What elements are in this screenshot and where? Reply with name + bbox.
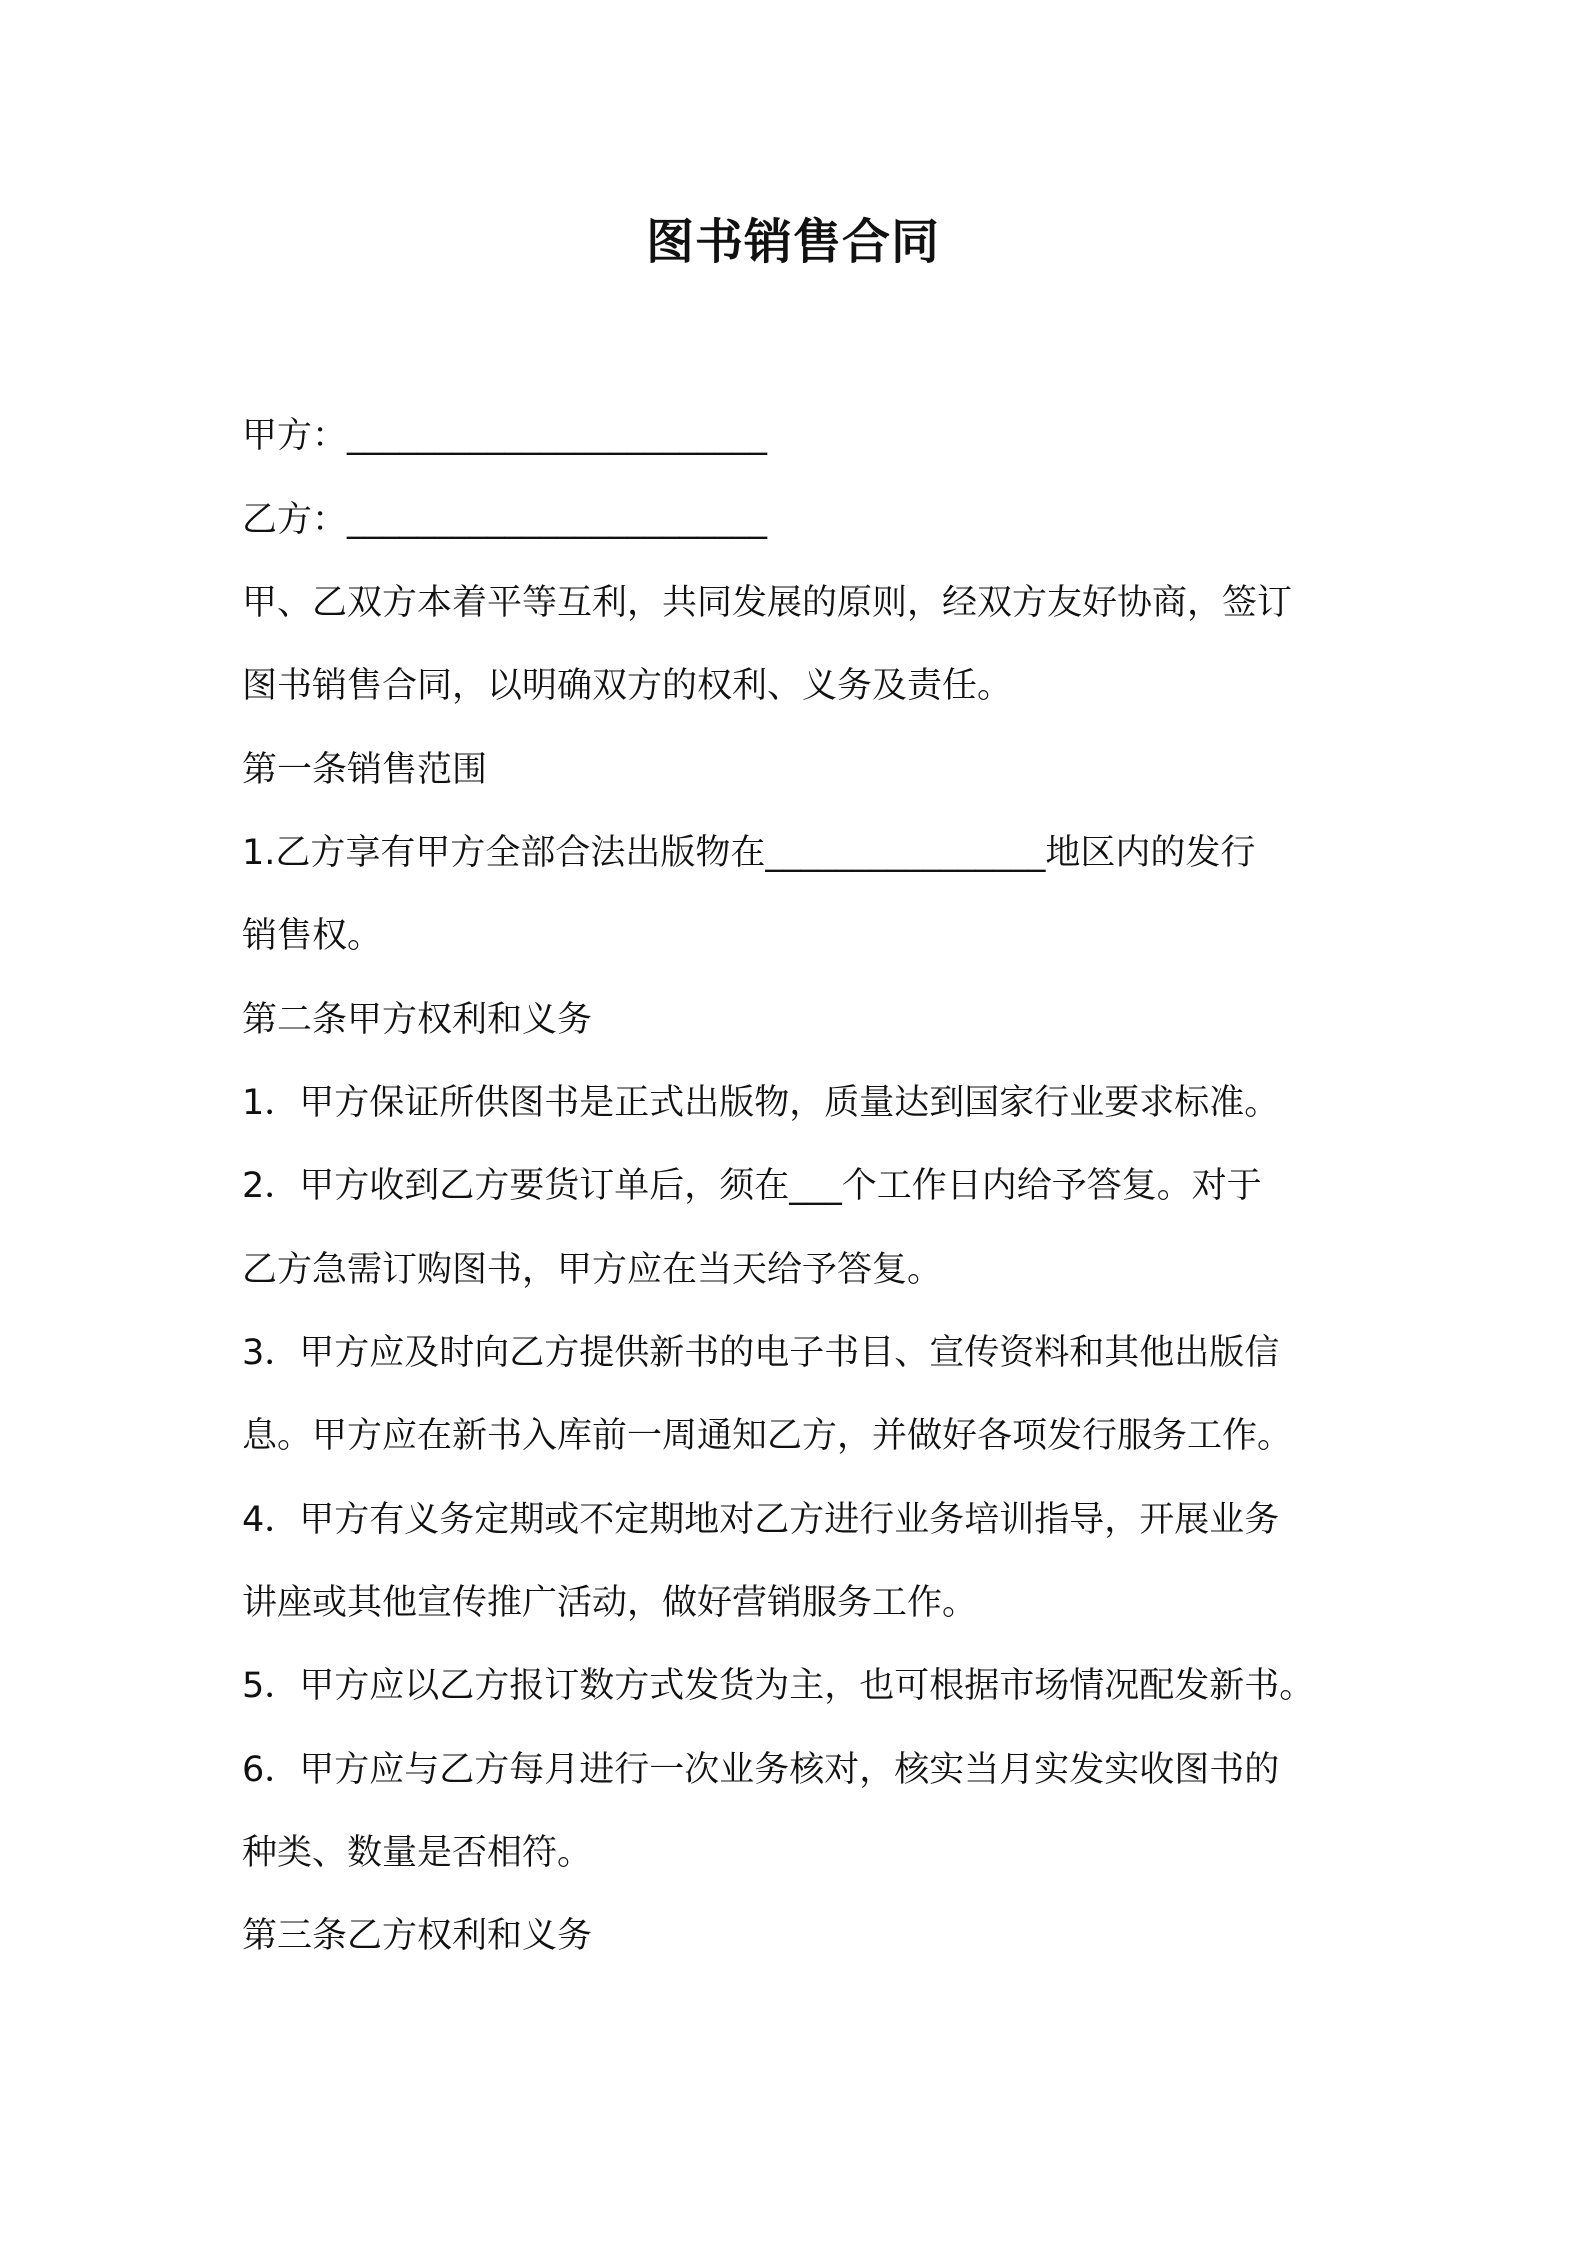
- article-1-heading: 第一条销售范围: [242, 750, 488, 790]
- party-a-line: 甲方：________________________: [242, 416, 768, 456]
- article-2-item-4-line-1: 4．甲方有义务定期或不定期地对乙方进行业务培训指导，开展业务: [242, 1500, 1280, 1540]
- party-b-line: 乙方：________________________: [242, 500, 768, 540]
- article-2-item-5: 5．甲方应以乙方报订数方式发货为主，也可根据市场情况配发新书。: [242, 1666, 1315, 1706]
- preamble-line-2: 图书销售合同，以明确双方的权利、义务及责任。: [242, 666, 1013, 706]
- article-2-heading: 第二条甲方权利和义务: [242, 1000, 593, 1040]
- article-3-heading: 第三条乙方权利和义务: [242, 1916, 593, 1956]
- page-title: 图书销售合同: [645, 214, 940, 270]
- article-2-item-2-line-2: 乙方急需订购图书，甲方应在当天给予答复。: [242, 1250, 943, 1290]
- article-2-item-1: 1．甲方保证所供图书是正式出版物，质量达到国家行业要求标准。: [242, 1083, 1280, 1123]
- article-2-item-4-line-2: 讲座或其他宣传推广活动，做好营销服务工作。: [242, 1583, 978, 1623]
- article-2-item-6-line-1: 6．甲方应与乙方每月进行一次业务核对，核实当月实发实收图书的: [242, 1750, 1280, 1790]
- article-2-item-3-line-1: 3．甲方应及时向乙方提供新书的电子书目、宣传资料和其他出版信: [242, 1333, 1280, 1373]
- article-1-item-1-line-2: 销售权。: [242, 916, 383, 956]
- article-2-item-3-line-2: 息。甲方应在新书入库前一周通知乙方，并做好各项发行服务工作。: [242, 1416, 1293, 1456]
- preamble-line-1: 甲、乙双方本着平等互利，共同发展的原则，经双方友好协商，签订: [242, 583, 1293, 623]
- article-2-item-2-line-1: 2．甲方收到乙方要货订单后，须在___个工作日内给予答复。对于: [242, 1166, 1262, 1206]
- article-2-item-6-line-2: 种类、数量是否相符。: [242, 1833, 593, 1873]
- article-1-item-1-line-1: 1.乙方享有甲方全部合法出版物在________________地区内的发行: [242, 833, 1256, 873]
